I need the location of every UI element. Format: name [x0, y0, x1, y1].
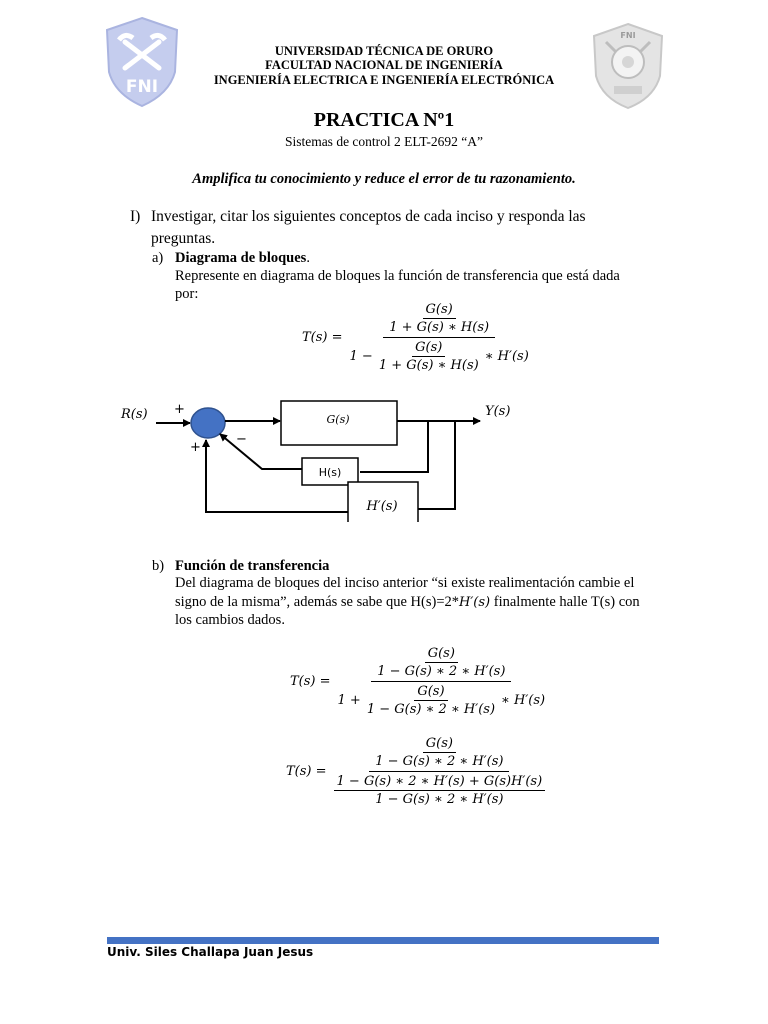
eq1-den-prefix: 1 −: [349, 349, 373, 364]
department-name: INGENIERÍA ELECTRICA E INGENIERÍA ELECTRÓNICA: [213, 73, 555, 87]
block-g-label: G(s): [326, 413, 350, 426]
equation-1: [302, 302, 532, 373]
eq3-main-fraction: [331, 736, 549, 807]
university-name: UNIVERSIDAD TÉCNICA DE ORURO: [274, 44, 494, 58]
eq3-num-den: 1 − G(s) ∗ 2 ∗ H′(s): [375, 754, 504, 769]
item-a-heading-row: [175, 249, 310, 267]
eq1-main-fraction: [347, 302, 532, 373]
eq2-den-fraction: [364, 684, 498, 717]
item-a-heading: Diagrama de bloques: [175, 250, 307, 266]
eq3-lhs: T(s) =: [286, 764, 327, 779]
section-marker: I): [130, 208, 141, 225]
item-b-text-line2: [175, 593, 640, 612]
output-label: Y(s): [485, 404, 511, 419]
eq1-inner-den: 1 + G(s) ∗ H(s): [389, 320, 490, 335]
faculty-name: FACULTAD NACIONAL DE INGENIERÍA: [265, 58, 503, 72]
eq3-den-den: 1 − G(s) ∗ 2 ∗ H′(s): [375, 792, 504, 807]
eq2-den-prefix: 1 +: [337, 693, 361, 708]
course-subtitle: Sistemas de control 2 ELT-2692 “A”: [284, 134, 484, 149]
eq1-den-fraction: [376, 340, 482, 373]
footer-author: Univ. Siles Challapa Juan Jesus: [107, 945, 314, 959]
equation-3: [286, 736, 548, 807]
equation-2: [290, 646, 548, 717]
block-hp-label: H′(s): [366, 499, 398, 514]
item-b-text-line2-math: H′(s): [459, 595, 491, 610]
item-b-text-line2b: finalmente halle T(s) con: [490, 594, 640, 610]
eq1-den-frac-num: G(s): [412, 340, 445, 357]
summing-junction: [191, 408, 225, 438]
item-b-marker: b): [152, 558, 165, 574]
eq1-den-suffix: ∗ H′(s): [484, 349, 529, 364]
eq1-numerator-fraction: [386, 302, 492, 335]
eq3-num-num: G(s): [423, 736, 456, 753]
eq2-numerator-fraction: [374, 646, 508, 679]
item-a-heading-punct: .: [306, 250, 310, 266]
section-text-line2: preguntas.: [151, 230, 216, 247]
eq2-den-frac-den: 1 − G(s) ∗ 2 ∗ H′(s): [366, 702, 496, 717]
eq2-den-frac-num: G(s): [414, 684, 447, 701]
sign-minus: −: [236, 432, 247, 447]
item-b-text-line2a: signo de la misma”, además se sabe que H(s)=2*: [175, 594, 460, 610]
eq1-inner-num: G(s): [423, 302, 456, 319]
eq2-inner-num: G(s): [425, 646, 458, 663]
eq2-den-suffix: ∗ H′(s): [501, 693, 546, 708]
logo-right-text: FNI: [620, 31, 636, 40]
hp-feedback-path-right: [418, 421, 455, 509]
item-b-text-line3: los cambios dados.: [175, 612, 285, 628]
item-a-text-line1: Represente en diagrama de bloques la función de transferencia que está dada: [175, 268, 620, 284]
page-title: PRACTICA Nº1: [313, 109, 455, 131]
eq3-numerator-fraction: [372, 736, 506, 769]
item-a-marker: a): [152, 250, 164, 266]
footer-bar: [107, 937, 659, 944]
logo-left-text: FNI: [125, 77, 159, 97]
sign-plus-bottom: +: [190, 440, 201, 455]
eq3-denominator-fraction: [334, 774, 546, 807]
block-diagram: [110, 392, 530, 522]
section-text-line1: Investigar, citar los siguientes conceptos de cada inciso y responda las: [151, 208, 586, 225]
item-a-text-line2: por:: [175, 286, 199, 302]
eq1-den-frac-den: 1 + G(s) ∗ H(s): [378, 358, 479, 373]
sign-plus-top: +: [174, 402, 185, 417]
eq2-lhs: T(s) =: [290, 674, 331, 689]
eq2-main-fraction: [335, 646, 549, 717]
eq3-den-num: 1 − G(s) ∗ 2 ∗ H′(s) + G(s)H′(s): [334, 774, 546, 791]
block-h-label: H(s): [318, 466, 342, 479]
item-b-heading: Función de transferencia: [175, 558, 330, 574]
eq2-inner-den: 1 − G(s) ∗ 2 ∗ H′(s): [377, 664, 506, 679]
motto: Amplifica tu conocimiento y reduce el error de tu razonamiento.: [192, 171, 576, 187]
input-label: R(s): [121, 407, 148, 422]
eq1-lhs: T(s) =: [302, 330, 343, 345]
item-b-text-line1: Del diagrama de bloques del inciso anterior “si existe realimentación cambie el: [175, 575, 635, 591]
